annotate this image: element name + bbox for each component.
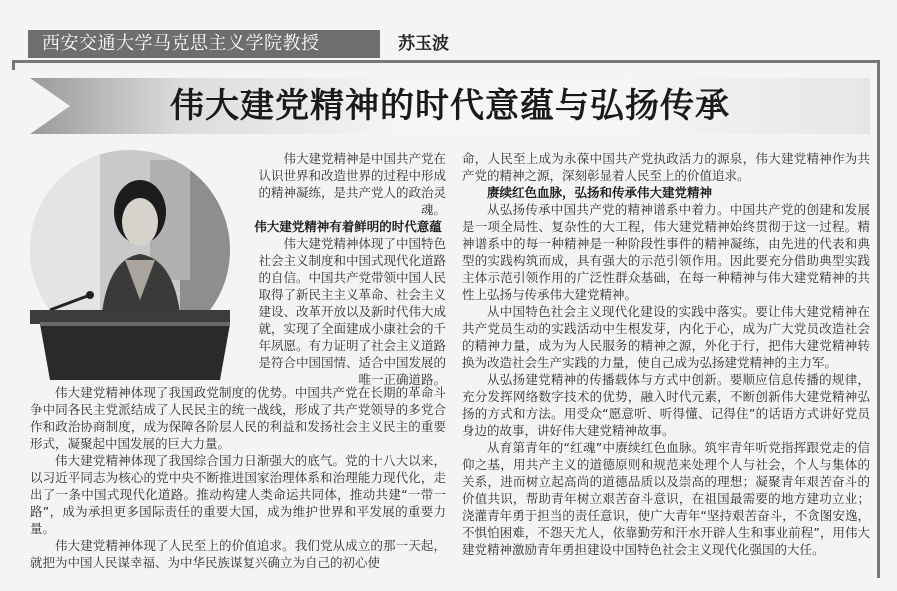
author-affiliation-banner: 西安交通大学马克思主义学院教授 <box>28 30 380 58</box>
paragraph: 伟大建党精神体现了我国综合国力日渐强大的底气。党的十八大以来，以习近平同志为核心的党中央不断推进国家治理体系和治理能力现代化，走出了一条中国式现代化道路。推动构建人类命运共同体，推动共建“一带一路”，成为承担更多国际责任的重要大国，成为维护世界和平发展的重要力量。 <box>30 453 446 536</box>
paragraph: 从中国特色社会主义现代化建设的实践中落实。要让伟大建党精神在共产党员生动的实践活动中生根发芽，内化于心，成为广大党员改造社会的精神力量，成为为人民服务的精神之源，外化于行，把伟大建党精神转换为改造社会生产实践的力量，使自己成为弘扬建党精神的主力军。 <box>462 304 870 370</box>
column1-top-text <box>250 150 446 388</box>
author-name: 苏玉波 <box>398 34 449 54</box>
section-subheading: 伟大建党精神有着鲜明的时代意蕴 <box>254 219 442 234</box>
paragraph: 命，人民至上成为永葆中国共产党执政活力的源泉，伟大建党精神作为共产党的精神之源，深刻彰显着人民至上的价值追求。 <box>462 151 870 183</box>
frame-border-right <box>877 60 880 578</box>
column2-text <box>462 150 870 558</box>
paragraph: 从弘扬传承中国共产党的精神谱系中着力。中国共产党的创建和发展是一项全局性、复杂性的大工程，伟大建党精神始终贯彻于这一过程。精神谱系中的每一种精神是一种阶段性事件的精神凝练，由先进的代表和典型的实践构筑而成，具有强大的示范引领作用。因此要充分借助典型实践主体示范引领作用的广泛性群众基础，在每一种精神与伟大建党精神的共性上弘扬与传承伟大建党精神。 <box>462 202 870 302</box>
author-portrait-photo <box>30 150 245 380</box>
frame-border-left <box>12 60 15 70</box>
paragraph: 伟大建党精神体现了人民至上的价值追求。我们党从成立的那一天起，就把为中国人民谋幸福、为中华民族谋复兴确立为自己的初心使 <box>30 538 446 570</box>
article-headline: 伟大建党精神的时代意蕴与弘扬传承 <box>170 86 730 126</box>
paragraph: 从弘扬建党精神的传播载体与方式中创新。要顺应信息传播的规律，充分发挥网络数字技术的优势，融入时代元素，不断创新伟大建党精神弘扬的方式和方法。用受众“愿意听、听得懂、记得住”的话语方式讲好党员身边的故事，讲好伟大建党精神故事。 <box>462 372 870 438</box>
column1-bottom-text <box>30 384 446 571</box>
portrait-photo-icon <box>30 150 245 380</box>
paragraph: 从育第青年的“红魂”中赓续红色血脉。筑牢青年听党指挥跟党走的信仰之基，用共产主义的道德原则和规范来处理个人与社会，个人与集体的关系，进而树立起高尚的道德品质以及崇高的理想；凝聚青年艰苦奋斗的价值共识，帮助青年树立艰苦奋斗意识，在祖国最需要的地方建功立业；浇灌青年勇于担当的责任意识，使广大青年“坚持艰苦奋斗，不贪图安逸，不惧怕困难，不怨天尤人，依靠勤劳和汗水开辟人生和事业前程”，用伟大建党精神激励青年勇担建设中国特色社会主义现代化强国的大任。 <box>462 440 870 557</box>
paragraph: 伟大建党精神是中国共产党在认识世界和改造世界的过程中形成的精神凝练，是共产党人的政治灵魂。 <box>258 151 446 217</box>
frame-border-top <box>12 60 880 63</box>
paragraph: 伟大建党精神体现了我国政党制度的优势。中国共产党在长期的革命斗争中同各民主党派结成了人民民主的统一战线，形成了共产党领导的多党合作和政治协商制度，成为保障各阶层人民的利益和发扬社会主义民主的重要形式，凝聚起中国发展的巨大力量。 <box>30 385 446 451</box>
section-subheading: 赓续红色血脉，弘扬和传承伟大建党精神 <box>487 185 713 200</box>
paragraph: 伟大建党精神体现了中国特色社会主义制度和中国式现代化道路的自信。中国共产党带领中国人民取得了新民主主义革命、社会主义建设、改革开放以及新时代伟大成就，实现了全面建成小康社会的千年夙愿。有力证明了社会主义道路是符合中国国情、适合中国发展的唯一正确道路。 <box>258 236 446 387</box>
